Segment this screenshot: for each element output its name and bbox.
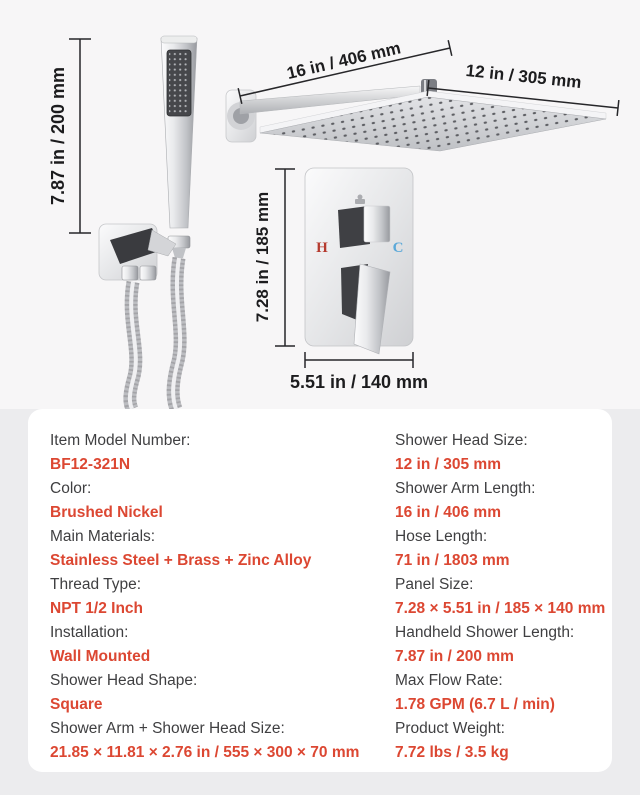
spec-row [395,717,612,765]
spec-row [50,429,395,477]
spec-label: Handheld Shower Length: [395,624,575,641]
diverter-knob [338,206,390,248]
cold-indicator: C [392,240,404,256]
spec-row [395,669,612,717]
handheld-shower-illustration [161,36,197,258]
spec-label: Panel Size: [395,576,474,593]
panel-height-dimension [275,169,295,346]
spec-label: Shower Arm Length: [395,480,536,497]
spec-label: Shower Head Shape: [50,672,198,689]
spec-row [395,525,612,573]
spec-row [50,525,395,573]
spec-row [50,573,395,621]
spec-label: Shower Head Size: [395,432,528,449]
spec-card [28,409,612,772]
spec-row [50,717,395,765]
spec-label: Product Weight: [395,720,505,737]
spec-value: 7.28 × 5.51 in / 185 × 140 mm [395,600,606,617]
spec-value: 16 in / 406 mm [395,504,501,521]
shower-hoses-illustration [130,258,180,409]
spec-label: Hose Length: [395,528,488,545]
spec-row [395,477,612,525]
hot-indicator: H [316,240,328,256]
spec-value: 21.85 × 11.81 × 2.76 in / 555 × 300 × 70 mm [50,744,360,761]
spec-label: Installation: [50,624,129,641]
spec-value: Square [50,696,103,713]
spec-label: Thread Type: [50,576,142,593]
spec-row [50,669,395,717]
handheld-length-label: 7.87 in / 200 mm [48,66,68,206]
handheld-length-dimension [69,39,91,233]
spec-value: 7.87 in / 200 mm [395,648,514,665]
rain-shower-head-illustration [226,79,606,151]
spec-value: Stainless Steel + Brass + Zinc Alloy [50,552,312,569]
spec-row [395,573,612,621]
spec-label: Color: [50,480,92,497]
spec-value: Brushed Nickel [50,504,163,521]
spec-value: 7.72 lbs / 3.5 kg [395,744,509,761]
spec-label: Shower Arm + Shower Head Size: [50,720,285,737]
arm-length-label: 16 in / 406 mm [284,38,403,83]
spec-row [395,429,612,477]
spec-column-right [395,429,612,772]
spec-label: Item Model Number: [50,432,191,449]
spec-row [50,621,395,669]
spec-label: Max Flow Rate: [395,672,503,689]
spec-value: Wall Mounted [50,648,151,665]
spec-value: 12 in / 305 mm [395,456,501,473]
spec-value: NPT 1/2 Inch [50,600,144,617]
panel-width-dimension [305,352,413,368]
wall-bracket-illustration [99,224,176,280]
spec-value: BF12-321N [50,456,131,473]
spec-column-left [50,429,395,772]
panel-width-label: 5.51 in / 140 mm [289,372,429,392]
spec-row [50,477,395,525]
head-size-label: 12 in / 305 mm [464,61,583,93]
spec-value: 71 in / 1803 mm [395,552,510,569]
panel-height-label: 7.28 in / 185 mm [253,191,272,323]
spec-value: 1.78 GPM (6.7 L / min) [395,696,555,713]
valve-panel-illustration [305,168,413,354]
spec-row [395,621,612,669]
spec-label: Main Materials: [50,528,156,545]
